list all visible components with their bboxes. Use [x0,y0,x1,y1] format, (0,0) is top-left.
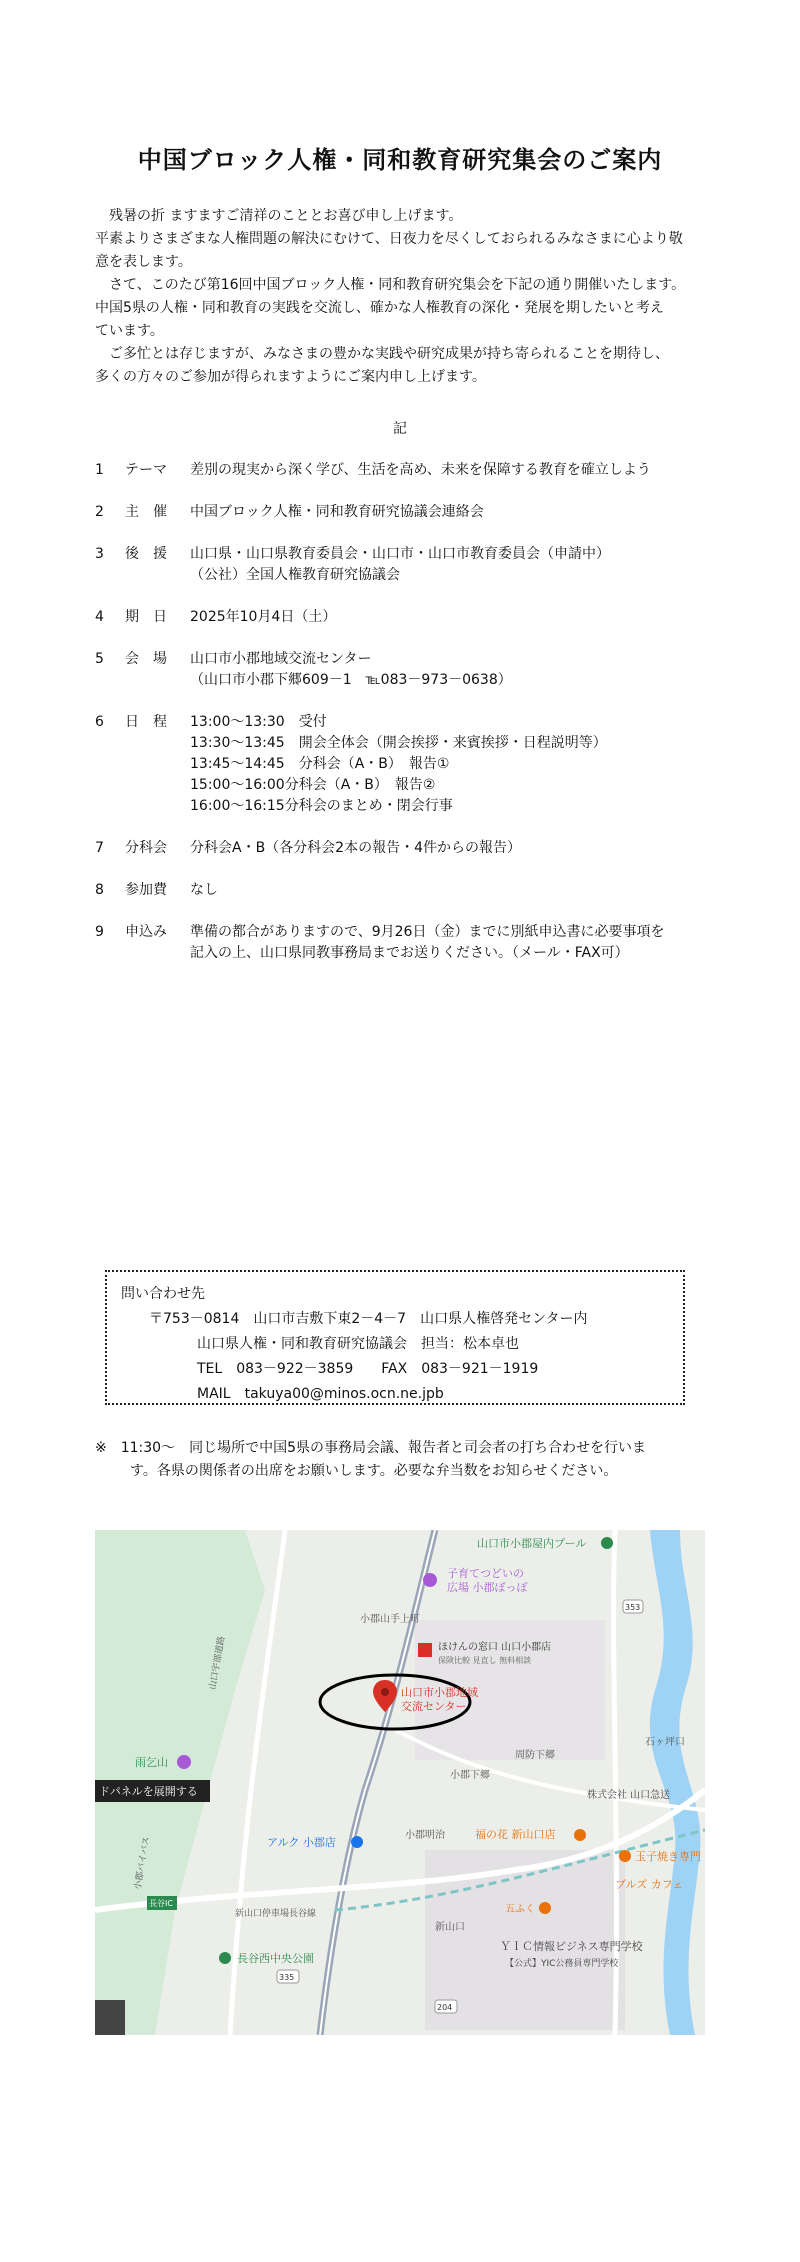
map-label-tamagoyaki: 玉子焼き専門 [635,1850,701,1863]
item-text: 山口県・山口県教育委員会・山口市・山口市教育委員会（申請中） [190,546,610,562]
map-label-hoken: ほけんの窓口 山口小郡店 [438,1642,552,1653]
map-label-park: 長谷西中央公園 [237,1952,314,1965]
detail-application [95,922,735,964]
contact-tel-fax: TEL 083－922－3859 FAX 083－921－1919 [197,1361,539,1377]
intro-line: 中国5県の人権・同和教育の実践を交流し、確かな人権教育の深化・発展を期したいと考え [95,300,664,316]
item-number: 5 [95,651,104,667]
route-number: 335 [279,1973,295,1982]
map-label-pool: 山口市小郡屋内プール [477,1537,587,1550]
item-number: 3 [95,546,104,562]
tamagoyaki-icon [619,1850,631,1862]
gofuku-icon [539,1902,551,1914]
map-label-shimogo: 小郡下郷 [450,1770,490,1781]
contact-mail[interactable]: MAIL takuya00@minos.ocn.ne.jpb [197,1386,444,1402]
aruku-icon [351,1836,363,1848]
contact-box [105,1270,685,1405]
item-text: 差別の現実から深く学び、生活を高め、未来を保障する教育を確立しよう [190,462,651,478]
route-number: 204 [437,2003,453,2012]
map-canvas[interactable] [95,1530,705,2035]
item-number: 1 [95,462,104,478]
map-label-amagoiyama: 雨乞山 [135,1756,168,1769]
item-number: 9 [95,924,104,940]
map-label-venue: 山口市小郡地域 [401,1686,478,1699]
detail-organizer [95,502,735,523]
item-number: 2 [95,504,104,520]
map-label-bulls: ブルズ カフェ [615,1878,684,1891]
item-label: 分科会 [125,840,167,856]
intro-line: 多くの方々のご参加が得られますようにご案内申し上げます。 [95,369,486,385]
map-label-ogori-yamate: 小郡山手上町 [360,1614,420,1625]
map-label-ogori-meiji: 小郡明治 [405,1830,445,1841]
detail-fee [95,880,735,901]
item-text: 13:30～13:45 開会全体会（開会挨拶・来賓挨拶・日程説明等） [190,735,607,751]
map-label-nagatani: 長谷IC [149,1899,173,1908]
route-number: 353 [625,1603,641,1612]
pool-icon [601,1537,613,1549]
map-label-gofuku: 五ふく [505,1904,535,1915]
item-text: 準備の都合がありますので、9月26日（金）までに別紙申込書に必要事項を [190,924,665,940]
item-label: 後 援 [125,546,167,562]
item-text: 分科会A・B（各分科会2本の報告・4件からの報告） [190,840,521,856]
note-line: す。各県の関係者の出席をお願いします。必要な弁当数をお知らせください。 [130,1463,618,1479]
note-line: ※ 11:30～ 同じ場所で中国5県の事務局会議、報告者と司会者の打ち合わせを行いま [95,1440,646,1456]
intro-line: ご多忙とは存じますが、みなさまの豊かな実践や研究成果が持ち寄られることを期待し、 [109,346,669,362]
detail-subcommittee [95,838,735,859]
amagoiyama-icon [177,1755,191,1769]
detail-date [95,607,735,628]
item-text: 中国ブロック人権・同和教育研究協議会連絡会 [190,504,484,520]
item-label: 申込み [125,924,167,940]
fukunohana-icon [574,1829,586,1841]
map-label-fukunohana: 福の花 新山口店 [475,1828,556,1841]
intro-line: 意を表します。 [95,254,192,270]
item-label: 期 日 [125,609,167,625]
hoken-icon [418,1643,432,1657]
venue-map[interactable] [95,1530,705,2035]
detail-venue [95,649,735,691]
contact-heading: 問い合わせ先 [121,1286,205,1302]
item-text: 山口市小郡地域交流センター [190,651,372,667]
item-label: 会 場 [125,651,167,667]
item-text: 13:45～14:45 分科会（A・B） 報告① [190,756,450,772]
item-number: 4 [95,609,104,625]
map-label-line: 新山口停車場長谷線 [235,1909,317,1919]
map-label-bypass: 小郡バイパス [133,1835,153,1891]
item-text: （公社）全国人権教育研究協議会 [190,567,400,583]
map-label-kosodate: 子育てつどいの [447,1567,524,1580]
intro-line: 残暑の折 ますますご清祥のこととお喜び申し上げます。 [109,208,463,224]
item-text: なし [190,882,218,898]
park-icon [219,1952,231,1964]
item-label: 日 程 [125,714,167,730]
map-label-shinyamaguchi: 新山口 [435,1922,465,1933]
map-label-ishigoya: 石ヶ坪口 [645,1737,685,1748]
item-text: 15:00～16:00分科会（A・B） 報告② [190,777,436,793]
item-label: 主 催 [125,504,167,520]
map-label-suo-shimogo: 周防下郷 [515,1750,555,1761]
map-label-yic: ＹＩＣ情報ビジネス専門学校 [500,1940,643,1953]
ki-heading: 記 [393,421,407,437]
event-details [95,460,735,985]
intro-line: ています。 [95,323,164,339]
item-label: テーマ [125,462,167,478]
item-text: （山口市小郡下郷609－1 ℡083－973－0638） [190,672,512,688]
expand-panel-label[interactable]: ドパネルを展開する [99,1785,198,1798]
page-title: 中国ブロック人権・同和教育研究集会のご案内 [137,146,663,174]
detail-theme [95,460,735,481]
item-number: 7 [95,840,104,856]
item-text: 記入の上、山口県同教事務局までお送りください。（メール・FAX可） [190,945,629,961]
item-text: 13:00～13:30 受付 [190,714,327,730]
map-label-aruku: アルク 小郡店 [267,1836,336,1849]
item-label: 参加費 [125,882,167,898]
contact-address: 〒753－0814 山口市吉敷下東2－4－7 山口県人権啓発センター内 [149,1311,588,1327]
map-label-kosodate: 広場 小郡ぼっぽ [447,1581,528,1594]
detail-sponsors [95,544,735,586]
intro-line: 平素よりさまざまな人権問題の解決にむけて、日夜力を尽くしておられるみなさまに心より敬 [95,231,683,247]
kosodate-icon [423,1573,437,1587]
map-thumbnail-button[interactable] [95,2000,125,2035]
item-text: 16:00～16:15分科会のまとめ・閉会行事 [190,798,453,814]
note [95,1437,720,1483]
map-label-yamaguchi-kyuko: 株式会社 山口急送 [587,1790,671,1801]
detail-schedule [95,712,735,817]
map-label-venue: 交流センター [401,1700,467,1713]
intro-line: さて、このたび第16回中国ブロック人権・同和教育研究集会を下記の通り開催いたします。 [109,277,686,293]
item-text: 2025年10月4日（土） [190,609,337,625]
map-label-yic: 【公式】YIC公務員専門学校 [505,1959,619,1969]
map-label-hoken: 保険比較 見直し 無料相談 [438,1656,532,1665]
contact-org: 山口県人権・同和教育研究協議会 担当：松本卓也 [197,1336,519,1352]
intro-text [95,205,720,389]
item-number: 6 [95,714,104,730]
map-label-road: 山口宇部道路 [208,1635,228,1691]
item-number: 8 [95,882,104,898]
